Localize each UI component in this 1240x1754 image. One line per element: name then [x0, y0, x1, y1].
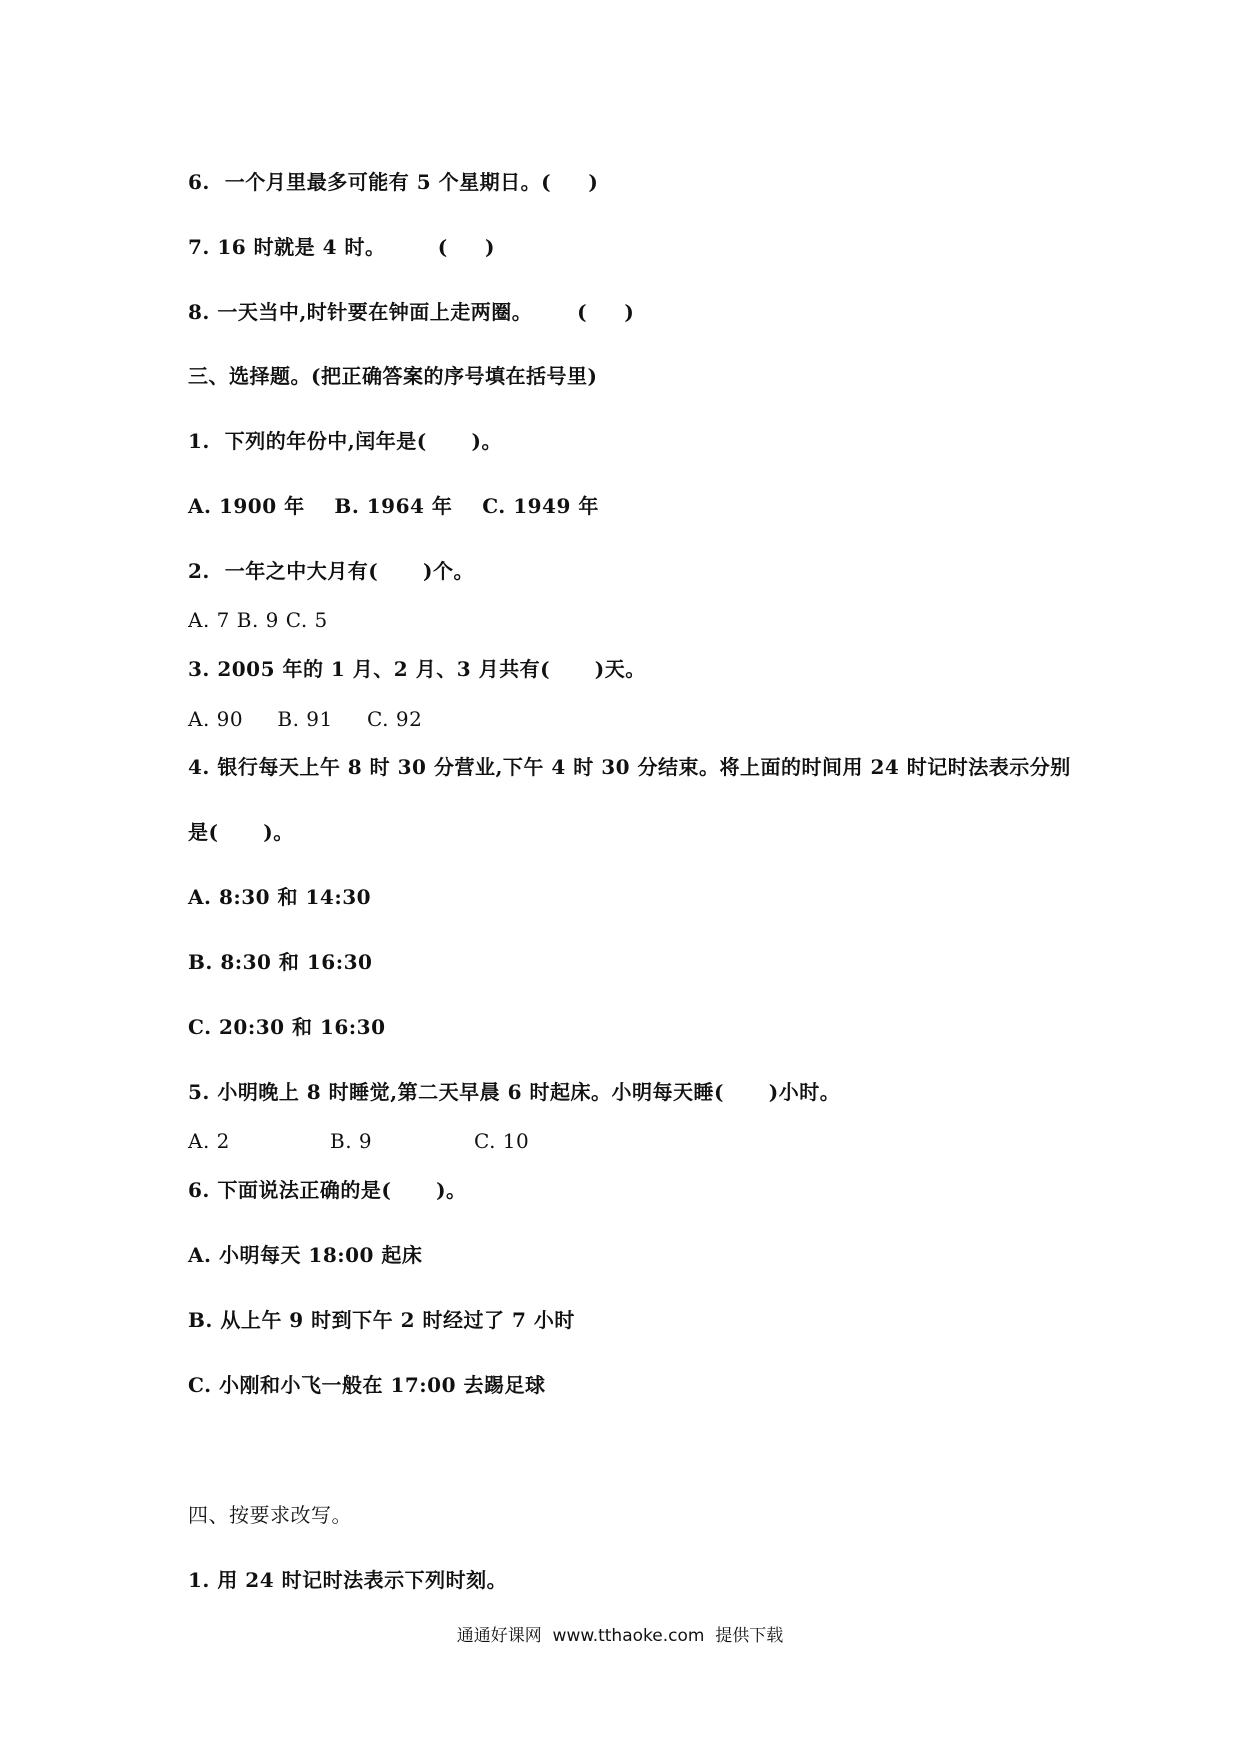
- choice-q2-options: A. 7 B. 9 C. 5: [188, 608, 328, 632]
- choice-q1-options: A. 1900 年 B. 1964 年 C. 1949 年: [188, 494, 599, 518]
- true-false-item-7: 7. 16 时就是 4 时。 ( ): [188, 235, 495, 259]
- section-title-rewrite: 四、按要求改写。: [188, 1503, 352, 1527]
- choice-q4-option-b: B. 8:30 和 16:30: [188, 950, 373, 974]
- choice-q4-option-c: C. 20:30 和 16:30: [188, 1015, 386, 1039]
- rewrite-q1: 1. 用 24 时记时法表示下列时刻。: [188, 1568, 508, 1592]
- choice-q2-stem: 2. 一年之中大月有( )个。: [188, 559, 475, 583]
- footer-credit: 通通好课网 www.tthaoke.com 提供下载: [456, 1626, 784, 1646]
- true-false-item-6: 6. 一个月里最多可能有 5 个星期日。( ): [188, 170, 599, 194]
- choice-q5-options: [188, 1127, 1088, 1155]
- true-false-item-8: 8. 一天当中,时针要在钟面上走两圈。 ( ): [188, 300, 635, 324]
- choice-q3-stem: 3. 2005 年的 1 月、2 月、3 月共有( )天。: [188, 657, 646, 681]
- choice-q6-stem: 6. 下面说法正确的是( )。: [188, 1178, 467, 1202]
- choice-q5-stem: 5. 小明晚上 8 时睡觉,第二天早晨 6 时起床。小明每天睡( )小时。: [188, 1080, 841, 1104]
- choice-q6-option-b: B. 从上午 9 时到下午 2 时经过了 7 小时: [188, 1308, 575, 1332]
- choice-q4-stem-line1: 4. 银行每天上午 8 时 30 分营业,下午 4 时 30 分结束。将上面的时间用 24 时记时法表示分别: [188, 755, 1071, 779]
- choice-q6-option-a: A. 小明每天 18:00 起床: [188, 1243, 423, 1267]
- choice-q4-stem-line2: 是( )。: [188, 820, 294, 844]
- choice-q3-options: A. 90 B. 91 C. 92: [188, 707, 423, 731]
- choice-q5-option-a: A. 2: [188, 1129, 230, 1153]
- choice-q4-option-a: A. 8:30 和 14:30: [188, 885, 372, 909]
- choice-q5-option-b: B. 9: [330, 1129, 373, 1153]
- section-title-choice: 三、选择题。(把正确答案的序号填在括号里): [188, 364, 598, 388]
- choice-q5-option-c: C. 10: [474, 1129, 530, 1153]
- choice-q6-option-c: C. 小刚和小飞一般在 17:00 去踢足球: [188, 1373, 546, 1397]
- choice-q1-stem: 1. 下列的年份中,闰年是( )。: [188, 429, 502, 453]
